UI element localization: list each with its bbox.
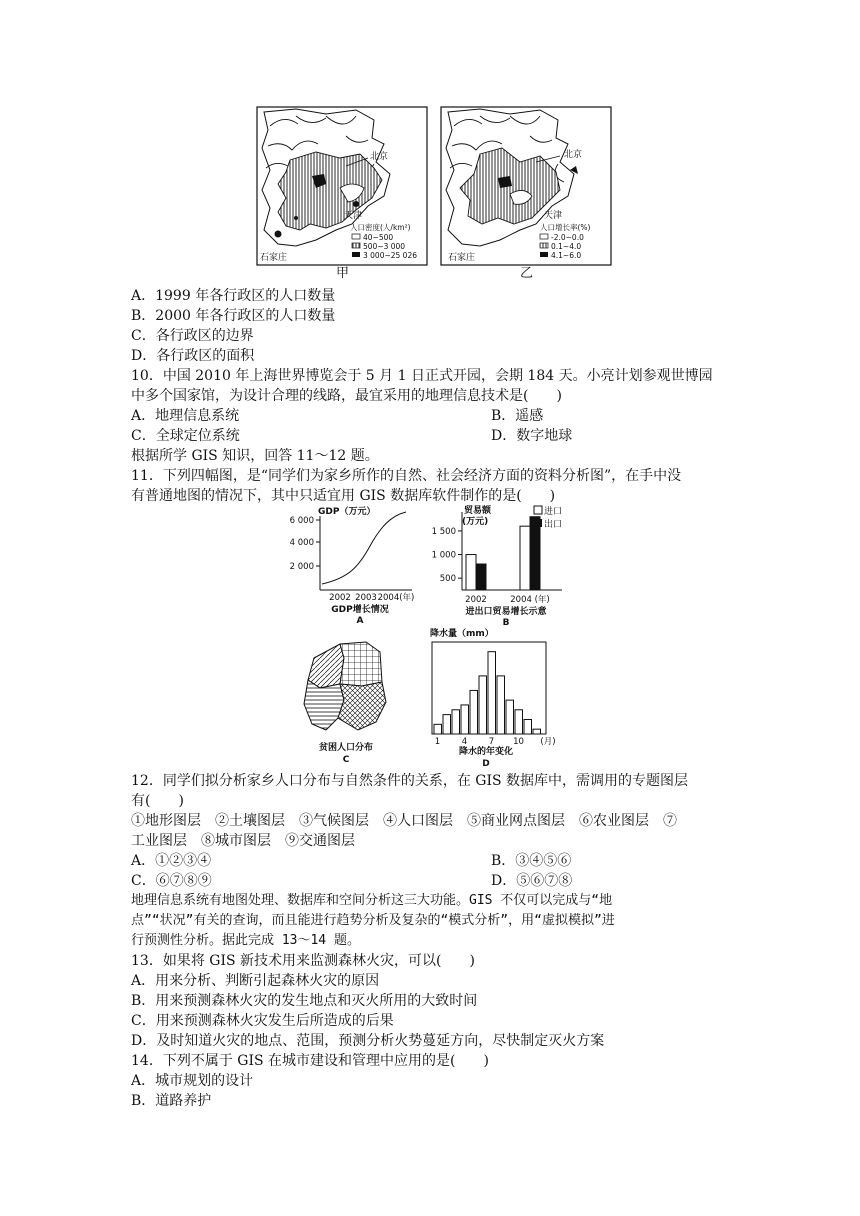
chart-d-title: 降水的年变化 — [458, 747, 514, 757]
chart-d-bar — [434, 724, 442, 734]
chart-d-bar — [470, 690, 478, 734]
chart-d-xtick: 1 — [434, 737, 441, 747]
map-left-caption: 甲 — [336, 266, 350, 281]
chart-b-ytick: 1 500 — [431, 526, 456, 537]
q9-option-b: B．2000 年各行政区的人口数量 — [131, 308, 336, 324]
q12-option-d: D．⑤⑥⑦⑧ — [491, 873, 573, 889]
chart-a-ylabel: GDP（万元） — [318, 507, 376, 517]
q14-option-b: B．道路养护 — [131, 1093, 212, 1109]
q9-option-c: C．各行政区的边界 — [131, 328, 254, 344]
chart-b-bar-import — [520, 526, 530, 590]
svg-text:3 000~25 026: 3 000~25 026 — [363, 251, 417, 260]
chart-b-ylabel: 贸易额 — [464, 506, 492, 516]
chart-d-letter: D — [482, 759, 490, 769]
chart-a-gdp — [286, 506, 416, 624]
map-left-tianjin: 天津 — [344, 211, 363, 221]
chart-b-legend-export-swatch — [534, 519, 542, 527]
q12-option-a: A．①②③④ — [131, 853, 212, 869]
chart-d-xunit: (月) — [540, 737, 556, 747]
svg-text:40~500: 40~500 — [363, 233, 394, 242]
chart-b-letter: B — [502, 618, 510, 626]
q10-stem-line1: 10．中国 2010 年上海世界博览会于 5 月 1 日正式开园，会期 184 天。小亮计划参观世博园 — [131, 368, 713, 384]
q9-option-d: D．各行政区的面积 — [131, 348, 255, 364]
map-right — [440, 106, 612, 266]
intro-13-14-line2: 点”“状况”有关的查询，而且能进行趋势分析及复杂的“模式分析”，用“虚拟模拟”进 — [131, 913, 615, 928]
chart-a-xtick: 2003 — [355, 593, 377, 603]
chart-b-xtick: 2004 (年) — [510, 595, 550, 605]
svg-text:人口增长率(%): 人口增长率(%) — [540, 223, 591, 232]
svg-text:-2.0~0.0: -2.0~0.0 — [551, 233, 584, 242]
chart-d-xtick: 7 — [488, 737, 495, 747]
chart-d-bar — [506, 700, 514, 734]
chart-a-title: GDP增长情况 — [331, 605, 389, 615]
map-high-growth-beijing — [498, 176, 512, 188]
svg-text:500~3 000: 500~3 000 — [363, 242, 406, 251]
chart-d-xtick: 4 — [461, 737, 468, 747]
q12-option-c: C．⑥⑦⑧⑨ — [131, 873, 212, 889]
chart-c-title: 贫困人口分布 — [318, 743, 374, 753]
chart-d-ylabel: 降水量（mm） — [430, 629, 494, 639]
chart-d-bar — [488, 652, 496, 734]
q13-option-a: A．用来分析、判断引起森林火灾的原因 — [131, 973, 380, 989]
q9-option-a: A．1999 年各行政区的人口数量 — [131, 288, 336, 304]
chart-b-bar-import — [466, 555, 476, 590]
q10-option-b: B．遥感 — [491, 408, 544, 424]
chart-b-legend-export: 出口 — [544, 520, 563, 530]
q12-layers-line1: ①地形图层 ②土壤图层 ③气候图层 ④人口图层 ⑤商业网点图层 ⑥农业图层 ⑦ — [131, 813, 677, 829]
map-right-tianjin: 天津 — [544, 211, 563, 221]
q13-stem: 13．如果将 GIS 新技术用来监测森林火灾，可以( ) — [131, 953, 475, 969]
chart-c-poverty-map — [300, 638, 400, 766]
q12-layers-line2: 工业图层 ⑧城市图层 ⑨交通图层 — [131, 833, 355, 849]
q11-stem-line2: 有普通地图的情况下，其中只适宜用 GIS 数据库软件制作的是( ) — [131, 488, 556, 504]
q12-stem-line1: 12．同学们拟分析家乡人口分布与自然条件的关系，在 GIS 数据库中，需调用的专题图层 — [131, 773, 689, 789]
map-right-shijiazhuang: 石家庄 — [448, 253, 476, 263]
svg-text:0.1~4.0: 0.1~4.0 — [551, 242, 582, 251]
chart-a-ytick: 6 000 — [289, 516, 314, 526]
q11-stem-line1: 11．下列四幅图，是“同学们为家乡所作的自然、社会经济方面的资料分析图”，在手中没 — [131, 468, 682, 484]
chart-d-bar — [479, 676, 487, 734]
intro-13-14-line1: 地理信息系统有地图处理、数据库和空间分析这三大功能。GIS 不仅可以完成与“地 — [131, 893, 613, 908]
q10-stem-line2: 中多个国家馆，为设计合理的线路，最宜采用的地理信息技术是( ) — [131, 388, 562, 404]
map-left-beijing: 北京 — [370, 152, 389, 162]
chart-b-xtick: 2002 — [465, 595, 487, 605]
chart-b-title: 进出口贸易增长示意 — [465, 607, 547, 617]
q12-stem-line2: 有( ) — [131, 793, 184, 809]
chart-b-ytick: 500 — [439, 574, 456, 585]
chart-c-letter: C — [342, 755, 350, 765]
chart-d-bar — [443, 715, 451, 734]
chart-d-bar — [497, 676, 505, 734]
chart-d-xtick: 10 — [513, 737, 524, 747]
chart-b-ytick: 1 000 — [431, 550, 456, 561]
chart-d-precipitation — [424, 626, 564, 770]
chart-c-region-nw — [308, 644, 344, 688]
chart-a-ytick: 2 000 — [289, 562, 314, 572]
chart-d-bar — [452, 710, 460, 734]
chart-a-ytick: 4 000 — [289, 538, 314, 548]
chart-c-region-se — [338, 682, 386, 730]
q14-option-a: A．城市规划的设计 — [131, 1073, 254, 1089]
svg-text:4.1~6.0: 4.1~6.0 — [551, 251, 582, 260]
q13-option-b: B．用来预测森林火灾的发生地点和灭火所用的大致时间 — [131, 993, 478, 1009]
chart-a-gdp-line — [322, 512, 406, 584]
svg-text:人口密度(人/km²): 人口密度(人/km²) — [350, 223, 411, 232]
map-right-caption: 乙 — [520, 266, 534, 281]
q10-option-c: C．全球定位系统 — [131, 428, 240, 444]
map-right-beijing: 北京 — [564, 150, 583, 160]
q13-option-c: C．用来预测森林火灾发生后所造成的后果 — [131, 1013, 394, 1029]
chart-d-bar — [524, 719, 532, 734]
chart-b-trade — [422, 504, 574, 626]
chart-b-bar-export — [476, 564, 486, 590]
q12-option-b: B．③④⑤⑥ — [491, 853, 572, 869]
chart-d-bar — [461, 705, 469, 734]
chart-d-bar — [515, 710, 523, 734]
chart-a-xtick: 2002 — [329, 593, 351, 603]
chart-b-legend-import: 进口 — [544, 507, 563, 517]
intro-13-14-line3: 行预测性分析。据此完成 13～14 题。 — [131, 933, 360, 948]
map-left — [256, 106, 428, 266]
q13-option-d: D．及时知道火灾的地点、范围，预测分析火势蔓延方向，尽快制定灭火方案 — [131, 1033, 605, 1049]
chart-c-region-ne — [340, 642, 382, 686]
map-left-shijiazhuang: 石家庄 — [260, 253, 288, 263]
chart-a-letter: A — [356, 616, 364, 624]
chart-d-bar — [533, 729, 541, 734]
chart-b-bar-export — [530, 517, 540, 590]
q14-stem: 14．下列不属于 GIS 在城市建设和管理中应用的是( ) — [131, 1053, 489, 1069]
q10-option-d: D．数字地球 — [491, 428, 573, 444]
chart-a-xtick: 2004(年) — [377, 593, 415, 603]
chart-b-ylabel-unit: (万元) — [462, 517, 489, 527]
chart-c-region-sw — [304, 680, 344, 730]
intro-11-12: 根据所学 GIS 知识，回答 11～12 题。 — [131, 448, 379, 464]
chart-b-legend-import-swatch — [534, 506, 542, 514]
q10-option-a: A．地理信息系统 — [131, 408, 240, 424]
